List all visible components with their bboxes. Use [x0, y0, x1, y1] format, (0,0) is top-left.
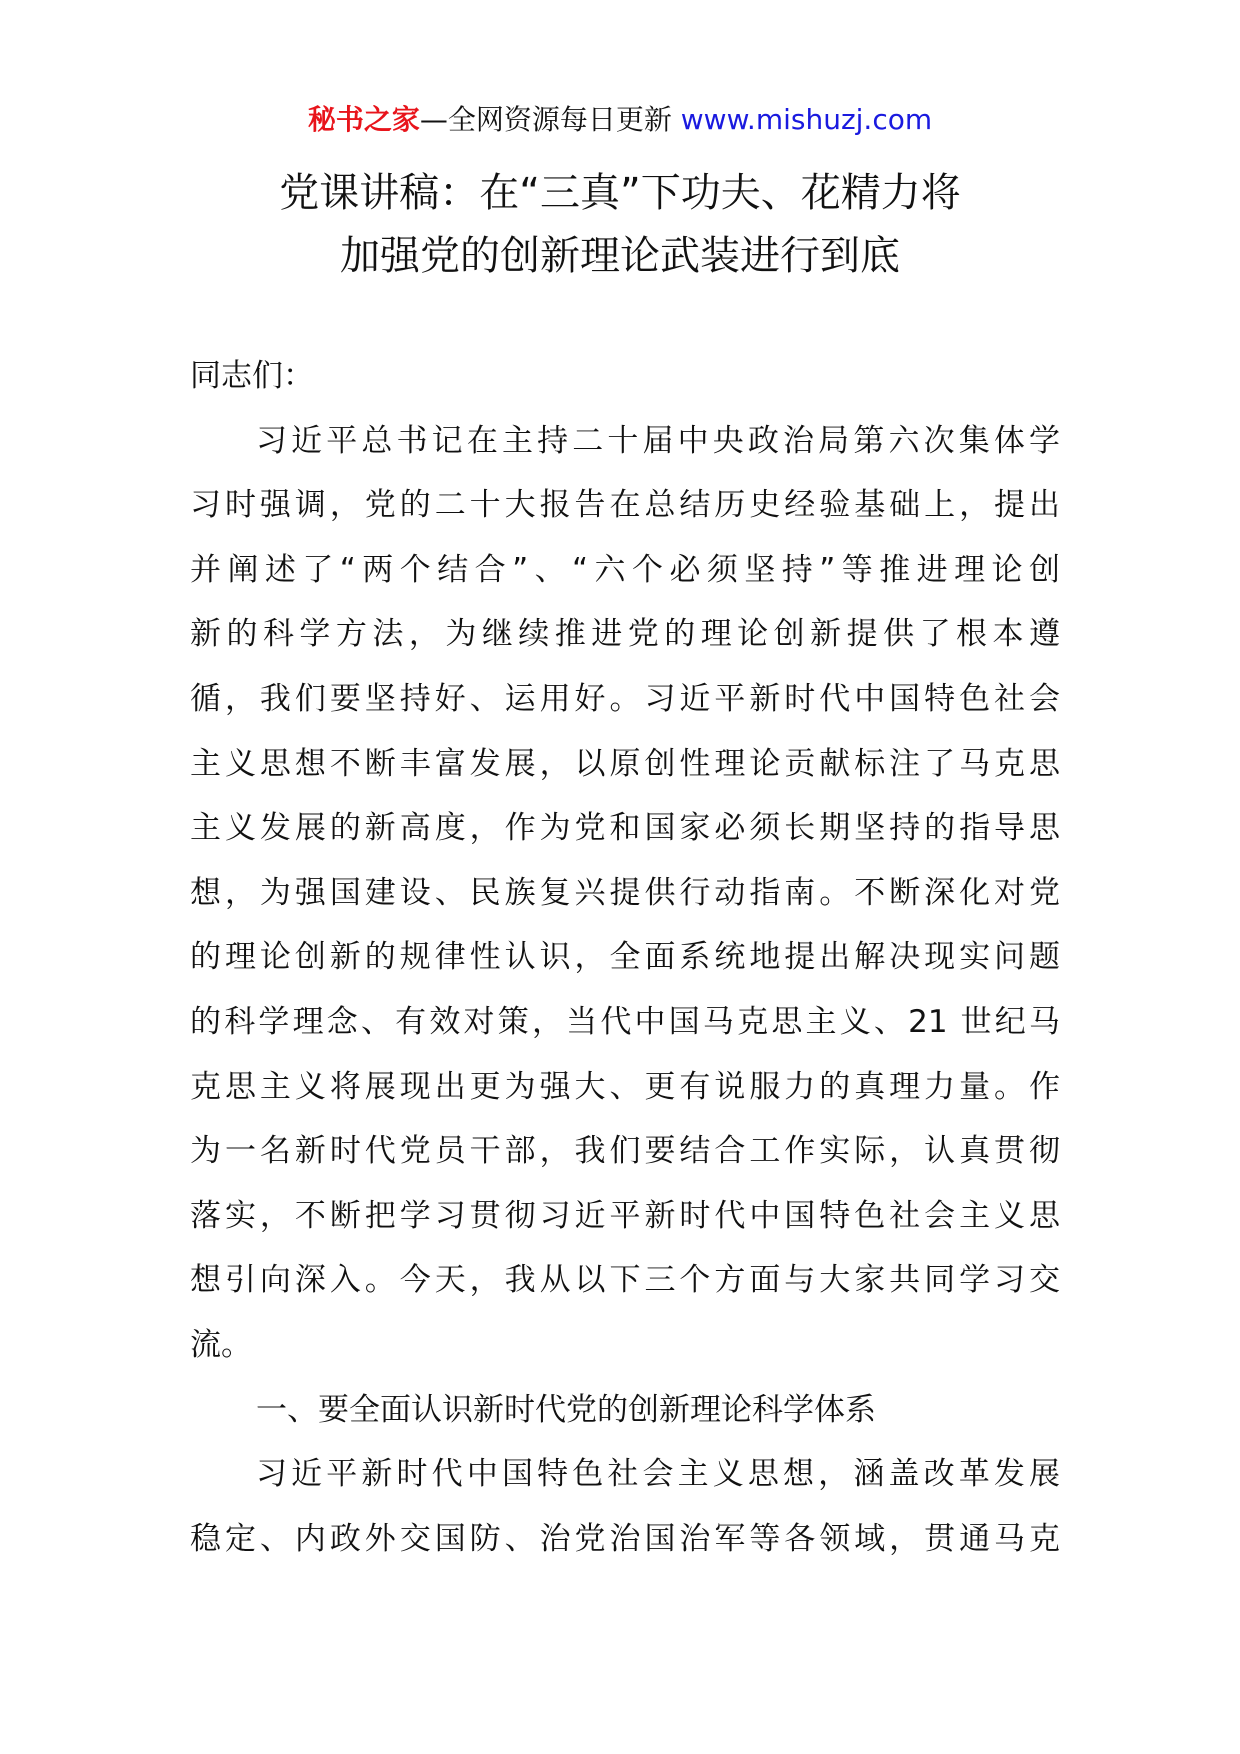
paragraph-1-line: 主义思想不断丰富发展，以原创性理论贡献标注了马克思 — [190, 745, 1060, 782]
paragraph-1-line: 的理论创新的规律性认识，全面系统地提出解决现实问题 — [190, 939, 1060, 976]
document-title-line-1: 党课讲稿：在“三真”下功夫、花精力将 — [279, 170, 961, 216]
paragraph-1-line: 并阐述了“两个结合”、“六个必须坚持”等推进理论创 — [190, 551, 1060, 588]
paragraph-1-line: 主义发展的新高度，作为党和国家必须长期坚持的指导思 — [190, 810, 1060, 847]
paragraph-2-line: 稳定、内政外交国防、治党治国治军等各领域，贯通马克 — [190, 1520, 1060, 1557]
paragraph-1-line: 的科学理念、有效对策，当代中国马克思主义、21 世纪马 — [190, 1003, 1060, 1040]
section-heading-1: 一、要全面认识新时代党的创新理论科学体系 — [256, 1391, 876, 1428]
document-title — [0, 162, 1240, 288]
paragraph-1-line: 想，为强国建设、民族复兴提供行动指南。不断深化对党 — [190, 874, 1060, 911]
paragraph-1-line: 流。 — [190, 1326, 252, 1363]
paragraph-2-line: 习近平新时代中国特色社会主义思想，涵盖改革发展 — [256, 1456, 1060, 1493]
document-body — [190, 356, 1060, 1583]
site-tagline: —全网资源每日更新 — [419, 103, 681, 136]
site-brand: 秘书之家 — [307, 103, 420, 136]
site-header — [0, 100, 1240, 140]
paragraph-1-line: 习近平总书记在主持二十届中央政治局第六次集体学 — [256, 422, 1060, 459]
paragraph-1-line: 新的科学方法，为继续推进党的理论创新提供了根本遵 — [190, 616, 1060, 653]
document-title-line-2: 加强党的创新理论武装进行到底 — [340, 233, 900, 279]
paragraph-1-line: 落实，不断把学习贯彻习近平新时代中国特色社会主义思 — [190, 1197, 1060, 1234]
paragraph-1-line: 为一名新时代党员干部，我们要结合工作实际，认真贯彻 — [190, 1133, 1060, 1170]
paragraph-1-line: 习时强调，党的二十大报告在总结历史经验基础上，提出 — [190, 487, 1060, 524]
site-url-link[interactable]: www.mishuzj.com — [680, 103, 933, 136]
paragraph-1-line: 克思主义将展现出更为强大、更有说服力的真理力量。作 — [190, 1068, 1060, 1105]
paragraph-1-line: 循，我们要坚持好、运用好。习近平新时代中国特色社会 — [190, 680, 1060, 717]
paragraph-1-line: 想引向深入。今天，我从以下三个方面与大家共同学习交 — [190, 1262, 1060, 1299]
salutation: 同志们： — [190, 358, 314, 394]
